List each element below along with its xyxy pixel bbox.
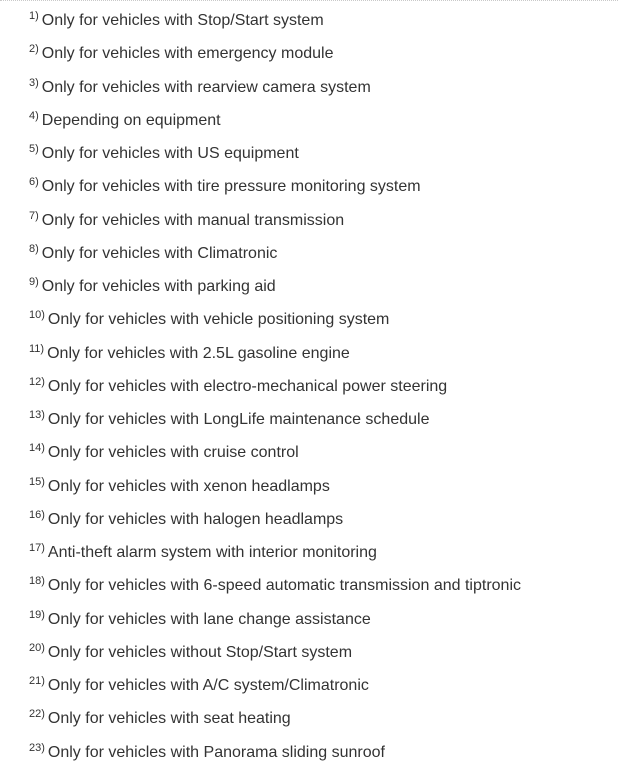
footnote-number: 21) [29,675,45,687]
footnote-text: Only for vehicles with Stop/Start system [41,12,324,29]
footnote-text: Only for vehicles with 2.5L gasoline engine [47,344,350,362]
footnote-text: Only for vehicles with manual transmission [41,211,345,229]
footnote-text: Only for vehicles with Panorama sliding sunroof [47,743,385,761]
footnote-number: 9) [29,276,39,288]
footnote-item [29,642,521,675]
footnote-number: 5) [29,143,39,155]
footnote-number: 19) [29,608,45,621]
footnote-text: Only for vehicles with emergency module [41,45,334,63]
footnote-item [29,143,521,176]
footnote-item [29,309,521,342]
footnote-item [29,243,521,276]
footnote-number: 12) [29,375,45,388]
footnote-text: Only for vehicles with LongLife maintenance schedule [47,411,430,428]
footnote-number: 7) [29,209,39,222]
footnote-text: Only for vehicles with 6-speed automatic transmission and tiptronic [47,577,522,595]
footnote-number: 13) [29,409,45,421]
footnote-text: Only for vehicles with tire pressure monitoring system [41,178,421,196]
footnote-text: Only for vehicles with halogen headlamps [47,510,344,528]
footnote-item [29,343,521,376]
footnote-text: Only for vehicles with lane change assistance [47,610,371,628]
footnote-item [29,276,521,309]
footnote-number: 20) [29,641,45,654]
footnote-item [29,409,521,442]
footnote-item [29,110,521,143]
footnote-item [29,376,521,409]
footnote-text: Only for vehicles with rearview camera system [41,78,371,96]
footnote-number: 17) [29,542,45,554]
footnote-number: 4) [29,109,39,122]
footnote-text: Only for vehicles with xenon headlamps [47,477,330,495]
footnote-text: Only for vehicles with A/C system/Climatronic [47,677,369,694]
footnote-item [29,10,521,43]
footnote-number: 22) [29,708,45,721]
footnote-number: 10) [29,309,45,322]
footnote-list [29,10,521,768]
footnote-item [29,708,521,741]
footnote-item [29,675,521,708]
footnote-item [29,77,521,110]
footnote-number: 3) [29,76,39,89]
footnote-item [29,176,521,209]
footnote-item [29,542,521,575]
footnote-number: 16) [29,508,45,521]
footnote-item [29,210,521,243]
footnote-number: 14) [29,442,45,455]
footnote-text: Only for vehicles with seat heating [47,710,291,728]
footnote-item [29,742,521,768]
footnote-item [29,509,521,542]
footnote-text: Only for vehicles with Climatronic [41,244,278,262]
footnote-number: 1) [29,10,39,22]
footnote-item [29,476,521,509]
footnote-item [29,43,521,76]
footnote-text: Depending on equipment [41,111,221,129]
footnote-number: 18) [29,575,45,588]
footnote-text: Only for vehicles without Stop/Start system [47,643,353,661]
footnote-text: Only for vehicles with US equipment [41,145,299,162]
footnote-number: 23) [29,741,45,754]
footnote-number: 8) [29,242,39,255]
footnote-item [29,442,521,475]
footnote-item [29,575,521,608]
footnote-number: 11) [29,342,45,355]
footnote-text: Only for vehicles with parking aid [41,278,276,295]
footnote-item [29,609,521,642]
footnote-number: 2) [29,43,39,56]
footnote-text: Only for vehicles with cruise control [47,444,299,462]
footnote-text: Only for vehicles with electro-mechanical power steering [47,377,448,395]
footnote-number: 6) [29,176,39,189]
footnote-text: Anti-theft alarm system with interior monitoring [47,544,377,561]
footnote-number: 15) [29,475,45,488]
footnote-text: Only for vehicles with vehicle positioning system [47,311,390,329]
